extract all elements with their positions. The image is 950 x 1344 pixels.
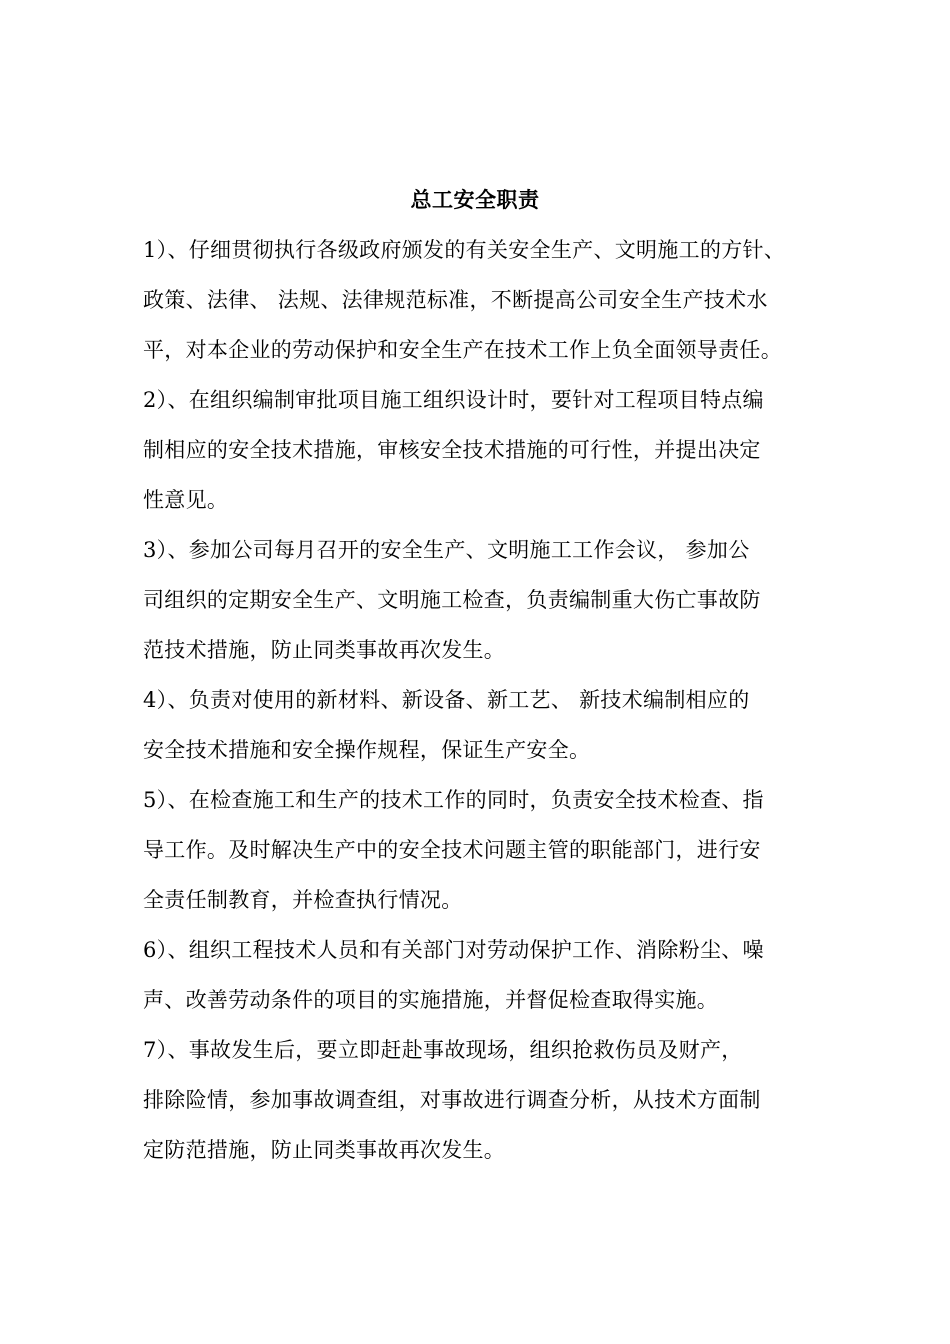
- text-line: 1）、仔细贯彻执行各级政府颁发的有关安全生产、文明施工的方针、: [143, 238, 786, 262]
- text-line: 2）、在组织编制审批项目施工组织设计时，要针对工程项目特点编: [143, 388, 764, 412]
- text-line: 导工作。及时解决生产中的安全技术问题主管的职能部门，进行安: [143, 838, 761, 862]
- text-line: 平，对本企业的劳动保护和安全生产在技术工作上负全面领导责任。: [143, 338, 782, 362]
- text-line: 排除险情，参加事故调查组，对事故进行调查分析，从技术方面制: [143, 1088, 761, 1112]
- text-line: 声、改善劳动条件的项目的实施措施，并督促检查取得实施。: [143, 988, 719, 1012]
- text-line: 司组织的定期安全生产、文明施工检查，负责编制重大伤亡事故防: [143, 588, 761, 612]
- text-line: 7）、事故发生后，要立即赶赴事故现场，组织抢救伤员及财产，: [143, 1038, 743, 1062]
- text-line: 全责任制教育，并检查执行情况。: [143, 888, 463, 912]
- document-title: 总工安全职责: [410, 187, 540, 212]
- text-line: 安全技术措施和安全操作规程，保证生产安全。: [143, 738, 591, 762]
- text-line: 4）、负责对使用的新材料、新设备、新工艺、 新技术编制相应的: [143, 688, 750, 712]
- text-line: 制相应的安全技术措施，审核安全技术措施的可行性，并提出决定: [143, 438, 761, 462]
- text-line: 定防范措施，防止同类事故再次发生。: [143, 1138, 506, 1162]
- text-line: 5）、在检查施工和生产的技术工作的同时，负责安全技术检查、指: [143, 788, 764, 812]
- text-line: 范技术措施，防止同类事故再次发生。: [143, 638, 506, 662]
- text-line: 政策、法律、 法规、法律规范标准，不断提高公司安全生产技术水: [143, 288, 768, 312]
- text-line: 6）、组织工程技术人员和有关部门对劳动保护工作、消除粉尘、噪: [143, 938, 764, 962]
- text-line: 性意见。: [143, 488, 229, 512]
- text-line: 3）、参加公司每月召开的安全生产、文明施工工作会议， 参加公: [143, 538, 750, 562]
